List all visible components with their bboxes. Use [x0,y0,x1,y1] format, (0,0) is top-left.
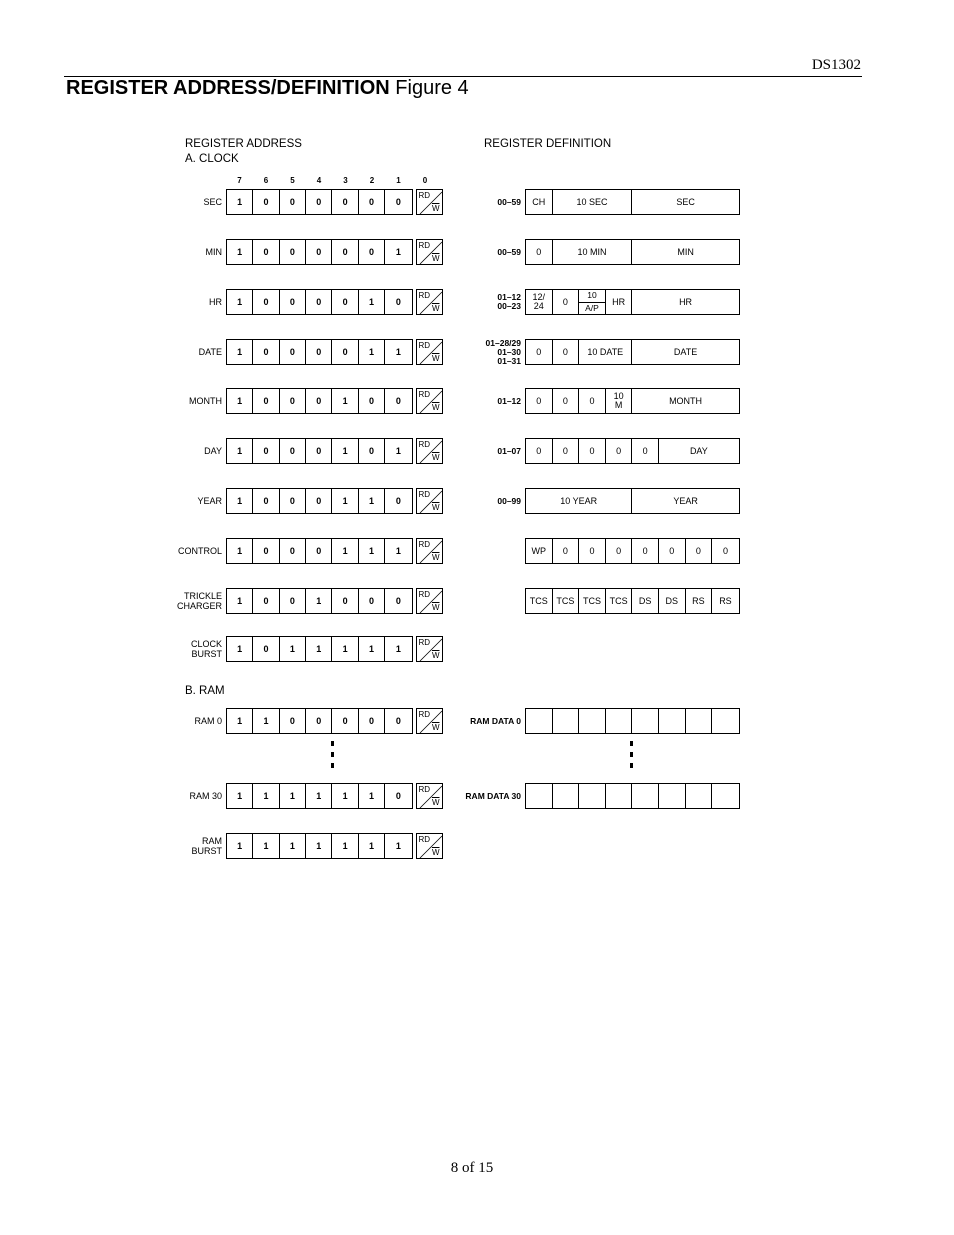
ram-data-bit [712,709,739,733]
dot [331,763,334,768]
definition-field: 0 [526,240,553,264]
ram-data-bit [579,709,606,733]
clock-control-address-bits [226,538,413,564]
clock-sec-rw-bit [416,189,443,215]
ram-data-bit [606,709,633,733]
address-bit: 1 [359,784,385,808]
definition-field: MONTH [669,395,703,406]
address-bit: 0 [306,340,332,364]
address-bit: 0 [306,190,332,214]
rw-read-label: RD [418,241,431,250]
ram-ram-30-data-bits [525,783,740,809]
definition-field: 0 [722,545,728,556]
ram-data-bit [553,709,580,733]
definition-field [526,290,553,314]
address-bit: 1 [227,240,253,264]
definition-field: 10 SEC [553,190,633,214]
address-bit: 0 [395,395,401,406]
address-bit: 1 [280,637,306,661]
ram-ram-burst-rw-bit [416,833,443,859]
rw-read-label: RD [418,638,431,647]
clock-date-definition [525,339,740,365]
address-bit: 0 [280,489,306,513]
address-bit: 1 [306,784,332,808]
clock-control-address-label: CONTROL [177,546,222,556]
address-bit: 0 [359,240,385,264]
clock-sec-address-label: SEC [203,197,222,207]
definition-field: 0 [579,389,606,413]
clock-month-address-label: MONTH [189,396,222,406]
field-line: 10 [613,391,624,401]
definition-field: 0 [553,389,580,413]
definition-field: 0 [606,539,633,563]
address-bit: 0 [253,290,279,314]
address-bit: 0 [332,290,358,314]
address-bit: 1 [359,340,385,364]
definition-field: DS [659,589,686,613]
rw-read-label: RD [418,710,431,719]
address-bit: 1 [306,834,332,858]
address-bit: 0 [306,539,332,563]
dot [331,752,334,757]
register-address-header: REGISTER ADDRESS [185,138,302,150]
clock-hr-address-bits [226,289,413,315]
address-bit: 1 [332,834,358,858]
address-bit: 1 [395,246,401,257]
address-bit: 0 [253,340,279,364]
rw-write-label: $\overline{W}$ [431,723,440,732]
clock-hr-address-label: HR [209,297,222,307]
register-definition-header: REGISTER DEFINITION [484,138,612,150]
ram-ram-30-address-bits [226,783,413,809]
figure-title [66,77,469,100]
clock-sec-address-bits [226,189,413,215]
clock-month-rw-bit [416,388,443,414]
definition-field: DAY [689,445,708,456]
rw-read-label: RD [418,191,431,200]
definition-field: 0 [606,439,633,463]
address-bit: 0 [332,240,358,264]
dot [630,741,633,746]
field-line: M [614,400,623,410]
ram-section-header: B. RAM [185,685,225,697]
definition-field: DS [632,589,659,613]
address-bit: 0 [253,589,279,613]
definition-field: 0 [526,340,553,364]
clock-year-rw-bit [416,488,443,514]
bit-position-label: 0 [422,176,428,185]
definition-field: HR [679,296,693,307]
address-bit: 1 [332,439,358,463]
definition-field: 0 [632,439,659,463]
address-bit: 0 [306,489,332,513]
address-bit: 1 [227,340,253,364]
clock-month-definition [525,388,740,414]
page-number: 8 of 15 [450,1160,494,1176]
address-bit: 1 [306,637,332,661]
figure-title-number: Figure 4 [395,77,469,99]
clock-day-address-label: DAY [204,446,222,456]
rw-read-label: RD [418,291,431,300]
address-bit: 1 [332,489,358,513]
clock-trickle-charger-address-label: TRICKLE CHARGER [176,591,222,611]
address-bit: 0 [395,715,401,726]
clock-min-definition [525,239,740,265]
hr-10-label: 10 [579,290,605,303]
address-bit: 1 [359,637,385,661]
address-bit: 0 [280,190,306,214]
clock-trickle-charger-rw-bit [416,588,443,614]
clock-trickle-charger-definition [525,588,740,614]
address-bit: 0 [253,190,279,214]
bit-position-label: 7 [237,176,242,185]
address-bit: 0 [280,439,306,463]
clock-year-value-range: 00–99 [497,495,521,506]
address-bit: 0 [332,589,358,613]
address-bit: 0 [395,495,401,506]
address-bit: 0 [253,389,279,413]
address-bit: 1 [395,643,401,654]
address-bit: 1 [332,389,358,413]
bit-position-label: 5 [290,176,295,185]
ram-data-bit [686,784,713,808]
field-line: 12/ [532,292,546,302]
clock-hr-rw-bit [416,289,443,315]
rw-write-label: $\overline{W}$ [431,354,440,363]
clock-trickle-charger-address-bits [226,588,413,614]
address-bit: 1 [280,784,306,808]
definition-field: TCS [606,589,633,613]
ram-data-bit [579,784,606,808]
definition-field: 0 [686,539,713,563]
definition-field: 0 [553,439,580,463]
stacked-field-label [533,293,546,311]
rw-write-label: $\overline{W}$ [431,254,440,263]
definition-field: 10 YEAR [526,489,632,513]
ram-data-bit [659,709,686,733]
address-bit: 1 [395,840,401,851]
ram-data-bit [606,784,633,808]
clock-month-address-bits [226,388,413,414]
definition-field: 0 [579,439,606,463]
clock-day-address-bits [226,438,413,464]
address-bit: 0 [253,439,279,463]
definition-field: HR [606,290,633,314]
definition-field: 0 [526,389,553,413]
definition-field: RS [719,595,732,606]
address-bit: 1 [227,709,253,733]
address-bit: 0 [359,439,385,463]
address-bit: 0 [280,240,306,264]
ram-data-bit [526,709,553,733]
definition-field: TCS [553,589,580,613]
figure-title-bold: REGISTER ADDRESS/DEFINITION [66,77,390,99]
address-bit: 1 [359,539,385,563]
clock-min-address-bits [226,239,413,265]
clock-day-value-range: 01–07 [497,445,521,456]
bit-position-label: 3 [343,176,348,185]
address-bit: 0 [359,389,385,413]
rw-read-label: RD [418,341,431,350]
address-bit: 1 [227,439,253,463]
address-bit: 0 [253,240,279,264]
definition-field: DATE [673,346,698,357]
definition-field: 0 [632,539,659,563]
address-bit: 0 [395,790,401,801]
clock-year-address-bits [226,488,413,514]
ram-data-bit [659,784,686,808]
clock-month-value-range: 01–12 [497,395,521,406]
ram-data-bit [712,784,739,808]
address-bit: 1 [306,589,332,613]
rw-read-label: RD [418,440,431,449]
address-bit: 1 [280,834,306,858]
rw-write-label: $\overline{W}$ [431,304,440,313]
address-bit: 0 [280,340,306,364]
address-bit: 1 [227,784,253,808]
clock-year-definition [525,488,740,514]
address-bit: 0 [306,389,332,413]
address-bit: 0 [395,296,401,307]
ram-data-bit [686,709,713,733]
ram-ram-0-data-label: RAM DATA 0 [470,716,521,726]
rw-write-label: $\overline{W}$ [431,403,440,412]
address-bit: 0 [332,340,358,364]
address-bit: 1 [359,489,385,513]
rw-write-label: $\overline{W}$ [431,204,440,213]
clock-section-header: A. CLOCK [185,153,239,165]
rw-write-label: $\overline{W}$ [431,651,440,660]
definition-field: 0 [553,539,580,563]
address-bit: 1 [253,834,279,858]
address-bit: 1 [395,545,401,556]
clock-min-value-range: 00–59 [497,246,521,257]
address-bit: 1 [253,709,279,733]
address-bit: 1 [395,445,401,456]
address-bit: 0 [395,595,401,606]
definition-field: 0 [553,290,580,314]
rw-read-label: RD [418,590,431,599]
clock-date-rw-bit [416,339,443,365]
definition-field: TCS [579,589,606,613]
definition-field: SEC [676,196,695,207]
address-bit: 0 [306,290,332,314]
dot [630,763,633,768]
ram-ram-0-data-bits [525,708,740,734]
field-line: 24 [533,301,544,311]
bit-position-label: 1 [396,176,401,185]
definition-field: 0 [553,340,580,364]
address-bit: 1 [227,637,253,661]
address-bit: 0 [280,290,306,314]
address-bit: 0 [280,539,306,563]
ram-data-bit [553,784,580,808]
clock-min-address-label: MIN [205,247,222,257]
bit-position-label: 4 [316,176,322,185]
ram-data-bit [632,784,659,808]
definition-field [606,389,633,413]
address-bit: 1 [253,784,279,808]
ram-data-bit [526,784,553,808]
address-bit: 1 [227,190,253,214]
clock-clock-burst-address-bits [226,636,413,662]
definition-field [579,290,606,314]
bit-position-label: 6 [263,176,269,185]
address-bit: 0 [395,196,401,207]
address-bit: 1 [332,637,358,661]
clock-clock-burst-address-label: CLOCK BURST [190,639,222,659]
rw-write-label: $\overline{W}$ [431,453,440,462]
address-bit: 0 [253,637,279,661]
address-bit: 0 [306,709,332,733]
definition-field: 10 MIN [553,240,633,264]
clock-clock-burst-rw-bit [416,636,443,662]
ram-ram-30-data-label: RAM DATA 30 [465,791,521,801]
address-bit: 1 [359,290,385,314]
ram-ram-0-address-label: RAM 0 [194,716,222,726]
rw-write-label: $\overline{W}$ [431,848,440,857]
rw-write-label: $\overline{W}$ [431,603,440,612]
clock-sec-definition [525,189,740,215]
clock-date-value-range: 01–28/29 01–30 01–31 [485,337,521,366]
clock-control-rw-bit [416,538,443,564]
clock-year-address-label: YEAR [197,496,222,506]
definition-field: 10 DATE [579,340,632,364]
address-bit: 1 [332,784,358,808]
ram-ram-0-address-bits [226,708,413,734]
address-bit: 1 [332,539,358,563]
address-bit: 0 [306,439,332,463]
address-bit: 0 [332,709,358,733]
dot [630,752,633,757]
stacked-field-label [614,392,624,410]
rw-read-label: RD [418,490,431,499]
address-bit: 1 [395,346,401,357]
address-bit: 0 [253,489,279,513]
rw-read-label: RD [418,540,431,549]
clock-hr-definition [525,289,740,315]
clock-day-definition [525,438,740,464]
address-bit: 0 [359,709,385,733]
rw-read-label: RD [418,390,431,399]
address-bit: 1 [227,290,253,314]
clock-date-address-bits [226,339,413,365]
ram-data-bit [632,709,659,733]
rw-read-label: RD [418,835,431,844]
clock-hr-value-range: 01–12 00–23 [497,292,521,311]
clock-sec-value-range: 00–59 [497,196,521,207]
address-bit: 0 [332,190,358,214]
rw-write-label: $\overline{W}$ [431,553,440,562]
definition-field: 0 [659,539,686,563]
dot [331,741,334,746]
rw-write-label: $\overline{W}$ [431,798,440,807]
address-bit: 0 [280,389,306,413]
address-bit: 0 [280,589,306,613]
clock-date-address-label: DATE [198,347,222,357]
definition-field: RS [686,589,713,613]
definition-field: WP [526,539,553,563]
bit-position-label: 2 [369,176,375,185]
definition-field: YEAR [673,495,698,506]
continuation-dots-icon [331,741,335,768]
clock-min-rw-bit [416,239,443,265]
hr-ap-label: A/P [585,302,599,313]
address-bit: 1 [227,389,253,413]
rw-read-label: RD [418,785,431,794]
ram-ram-burst-address-bits [226,833,413,859]
clock-day-rw-bit [416,438,443,464]
address-bit: 1 [227,589,253,613]
address-bit: 0 [253,539,279,563]
address-bit: 0 [359,589,385,613]
hr-ampm-split [579,290,605,314]
definition-field: TCS [526,589,553,613]
ram-ram-burst-address-label: RAM BURST [191,836,222,856]
definition-field: MIN [677,246,694,257]
ram-ram-30-address-label: RAM 30 [189,791,222,801]
definition-field: CH [526,190,553,214]
definition-field: 0 [526,439,553,463]
definition-field: 0 [579,539,606,563]
address-bit: 1 [359,834,385,858]
address-bit: 0 [359,190,385,214]
rw-write-label: $\overline{W}$ [431,503,440,512]
address-bit: 0 [306,240,332,264]
address-bit: 0 [280,709,306,733]
address-bit: 1 [227,489,253,513]
address-bit: 1 [227,539,253,563]
continuation-dots-icon [630,741,634,768]
clock-control-definition [525,538,740,564]
address-bit: 1 [227,834,253,858]
document-id: DS1302 [811,57,861,73]
